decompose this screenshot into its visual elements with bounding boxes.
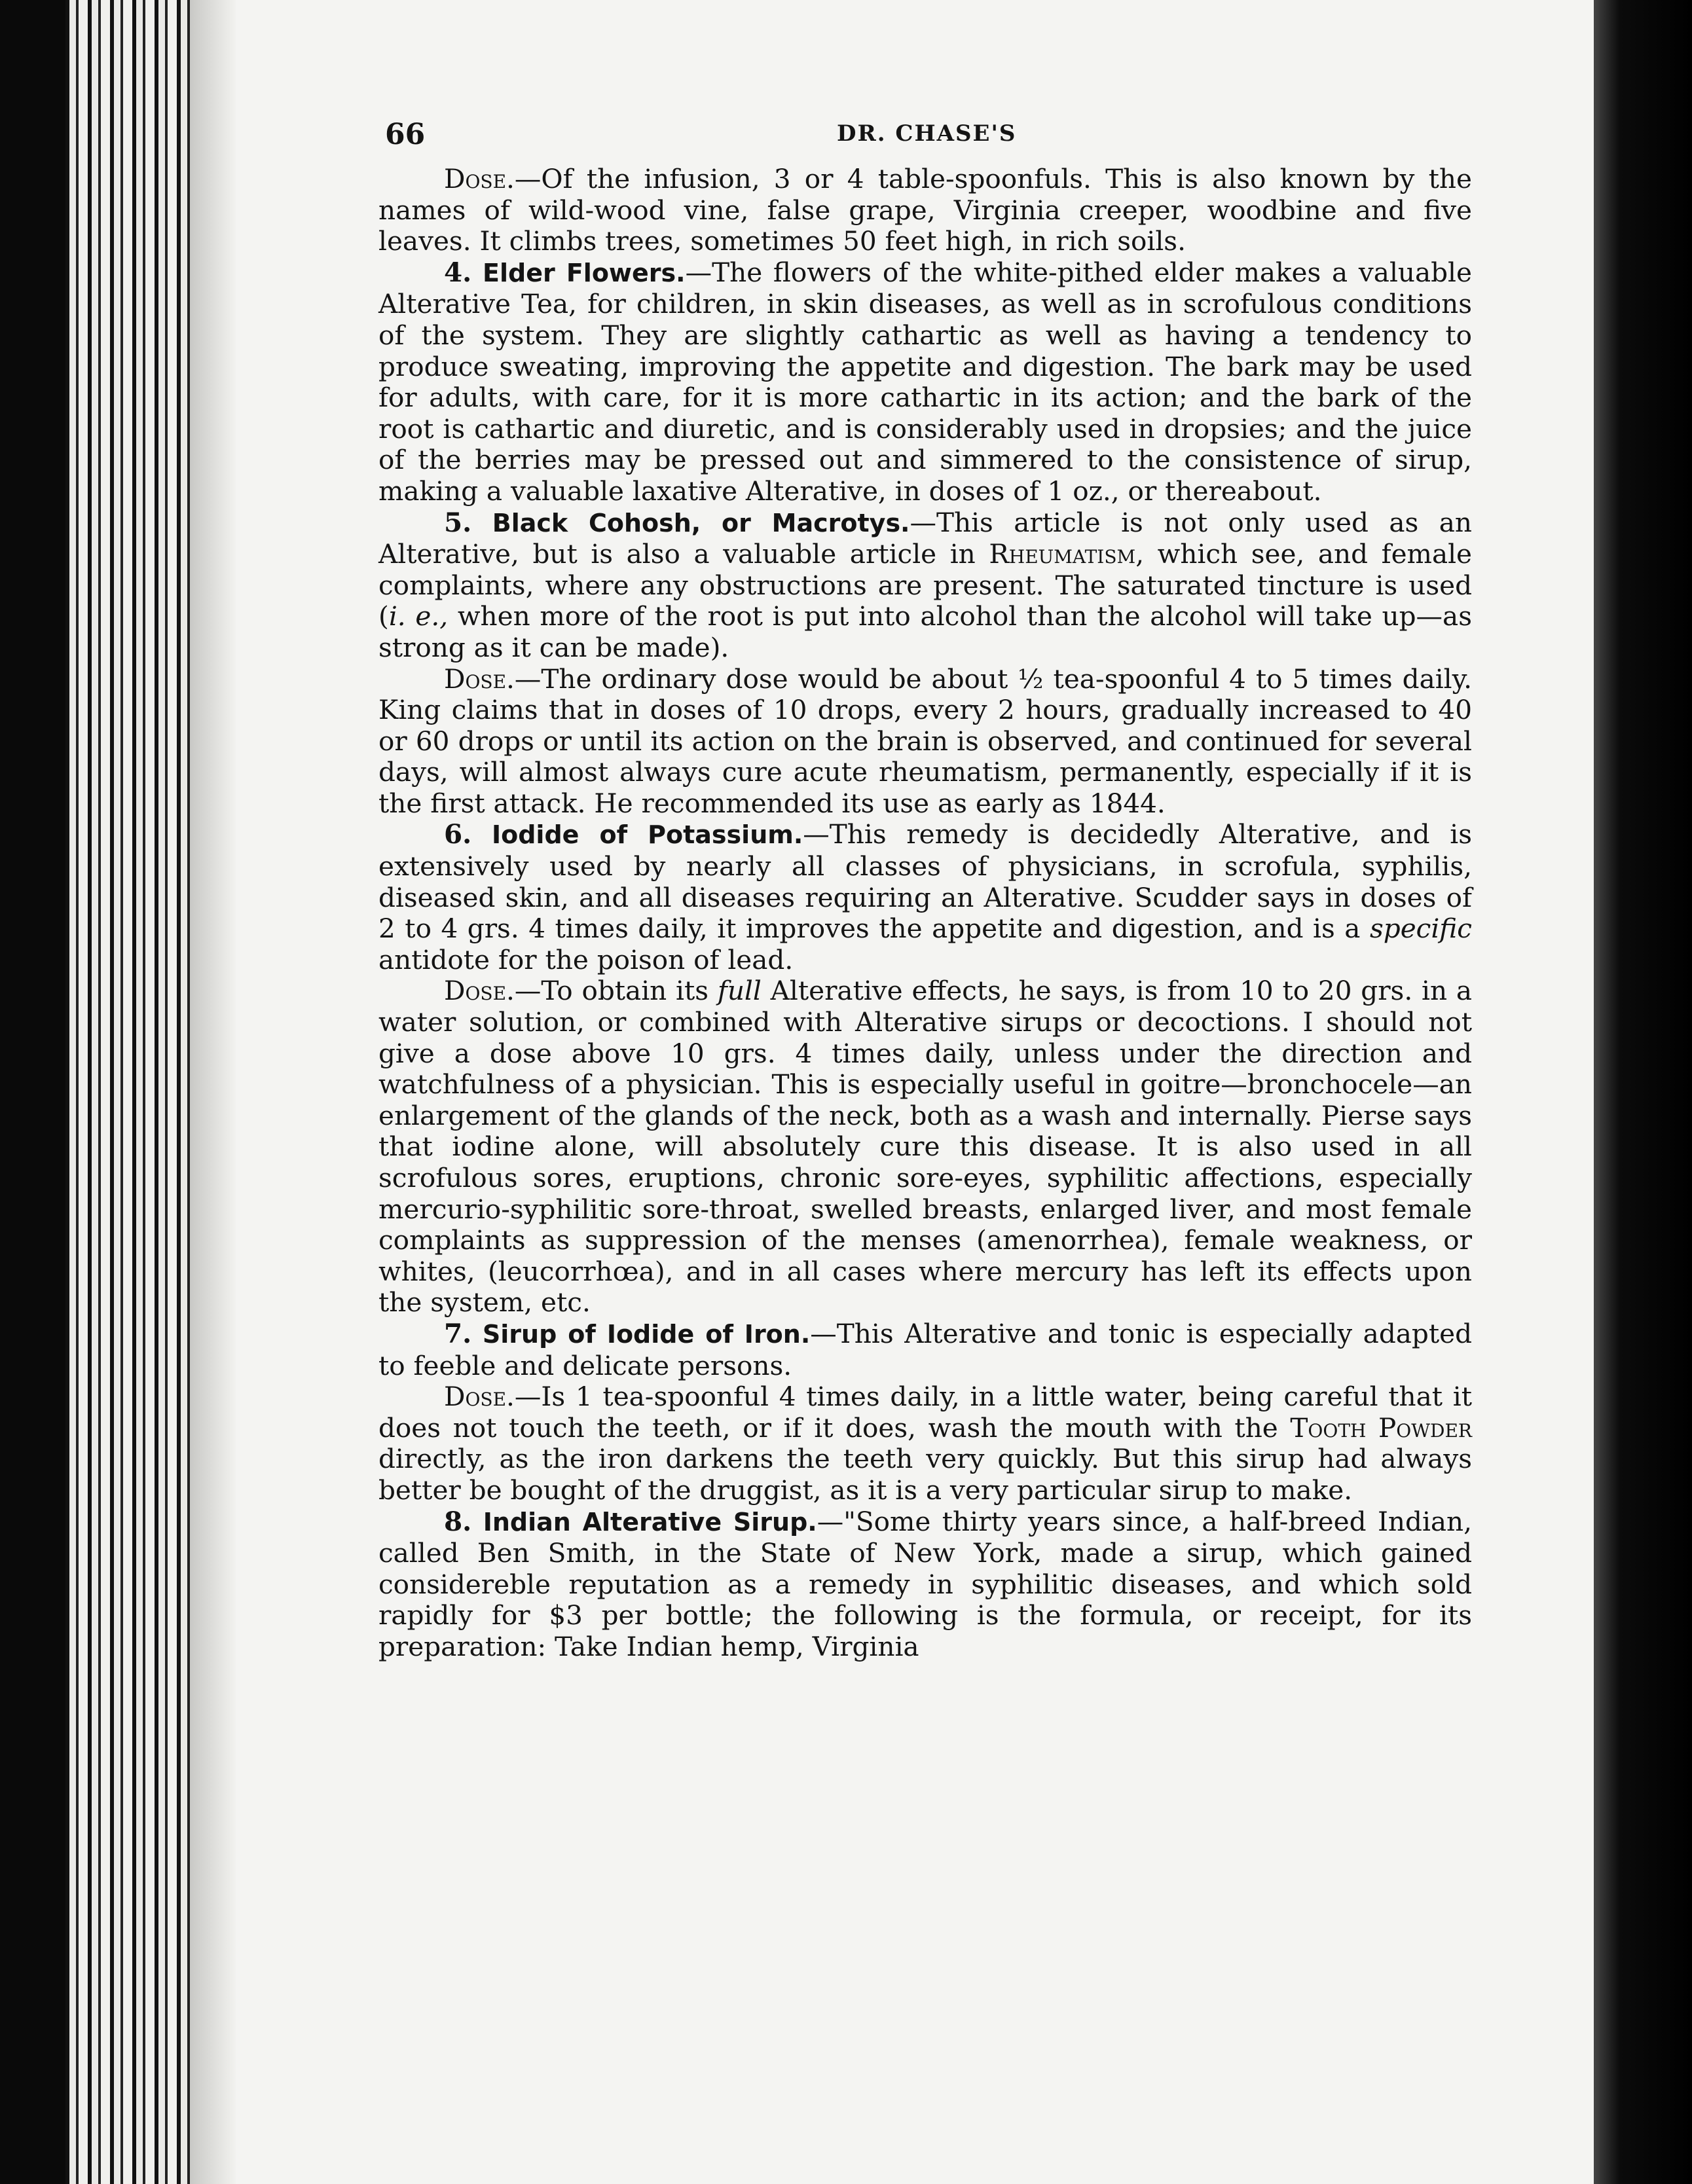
item-heading: Indian Alterative Sirup. xyxy=(483,1507,817,1537)
paragraph-dose-iron xyxy=(378,1381,1472,1506)
italic-word: i. e., xyxy=(388,600,449,632)
gutter-shadow xyxy=(190,0,236,2184)
paragraph-text: when more of the root is put into alcohol than the alcohol will take up—as strong as it can be made). xyxy=(378,600,1472,663)
small-caps-word: Tooth Powder xyxy=(1290,1411,1472,1444)
dose-label: Dose. xyxy=(444,1381,515,1413)
italic-word: specific xyxy=(1369,913,1472,945)
paragraph-text: —The flowers of the white-pithed elder makes a valuable Alterative Tea, for children, in skin diseases, as well as in scrofulous conditions of the system. They are slightly cathartic as well as having a tendency to produce sweating, improving the appetite and digestion. The bark may be used for adults, with care, for it is more cathartic in its action; and the bark of the root is cathartic and diuretic, and is considerably used in dropsies; and the juice of the berries may be pressed out and simmered to the consistence of sirup, making a valuable laxative Alterative, in doses of 1 oz., or thereabout. xyxy=(378,256,1472,507)
page-number: 66 xyxy=(385,118,426,151)
page-header xyxy=(378,118,1472,164)
small-caps-word: Rheumatism xyxy=(989,538,1136,570)
book-binding-shadow xyxy=(0,0,72,2184)
item-heading: Elder Flowers. xyxy=(483,258,686,287)
dose-label: Dose. xyxy=(444,663,515,695)
paragraph-text: —Is 1 tea-spoonful 4 times daily, in a little water, being careful that it does not touch the teeth, or if it does, wash the mouth with the xyxy=(378,1381,1472,1444)
right-dark-border xyxy=(1594,0,1692,2184)
paragraph-text: —Of the infusion, 3 or 4 table-spoonfuls. This is also known by the names of wild-wood vine, false grape, Virginia creeper, woodbine and five leaves. It climbs trees, sometimes 50 feet high, in rich soils. xyxy=(378,163,1472,257)
paragraph-text: —To obtain its xyxy=(514,975,718,1007)
dose-label: Dose. xyxy=(444,163,515,194)
item-number: 6. xyxy=(444,818,472,850)
paragraph-text: —This Alterative and tonic is especially adapted to feeble and delicate persons. xyxy=(378,1317,1472,1381)
item-heading: Sirup of Iodide of Iron. xyxy=(482,1319,811,1349)
italic-word: full xyxy=(717,975,762,1007)
item-number: 8. xyxy=(444,1505,472,1537)
paragraph-indian-alterative-sirup xyxy=(378,1506,1472,1663)
paragraph-text: Alterative effects, he says, is from 10 to 20 grs. in a water solution, or combined with Alterative sirups or decoctions. I should not give a dose above 10 grs. 4 times daily, unless under the direction and watchfulness of a physician. This is especially useful in goitre—bronchocele—an enlargement of the glands of the neck, both as a wash and internally. Pierse says that iodine alone, will absolutely cure this disease. It is also used in all scrofulous sores, eruptions, chronic sore-eyes, syphilitic affections, especially mercurio-syphilitic sore-throat, swelled breasts, enlarged liver, and most female complaints as suppression of the menses (amenorrhea), female weakness, or whites, (leucorrhœa), and in all cases where mercury has left its effects upon the system, etc. xyxy=(378,975,1472,1319)
paragraph-elder-flowers xyxy=(378,257,1472,507)
paragraph-text: —This remedy is decidedly Alterative, and is extensively used by nearly all classes of physicians, in scrofula, syphilis, diseased skin, and all diseases requiring an Alterative. Scudder says in doses of 2 to 4 grs. 4 times daily, it improves the appetite and digestion, and is a xyxy=(378,818,1472,945)
item-number: 5. xyxy=(444,506,472,538)
paragraph-black-cohosh xyxy=(378,507,1472,664)
paragraph-dose-infusion xyxy=(378,164,1472,257)
book-page xyxy=(378,118,1472,1663)
paragraph-sirup-iodide-iron xyxy=(378,1319,1472,1381)
page-stack-edges xyxy=(65,0,190,2184)
paragraph-text: directly, as the iron darkens the teeth very quickly. But this sirup had always better be bought of the druggist, as it is a very particular sirup to make. xyxy=(378,1443,1472,1506)
paragraph-text: —"Some thirty years since, a half-breed Indian, called Ben Smith, in the State of New York, made a sirup, which gained considereble reputation as a remedy in syphilitic diseases, and which sold rapidly for $3 per bottle; the following is the formula, or receipt, for its preparation: Take Indian hemp, Virginia xyxy=(378,1505,1473,1662)
paragraph-text: , which see, and female complaints, where any obstructions are present. The saturated tincture is used ( xyxy=(378,538,1473,632)
paragraph-dose-cohosh xyxy=(378,664,1472,820)
running-head: DR. CHASE'S xyxy=(837,120,1017,147)
paragraph-iodide-potassium xyxy=(378,819,1472,975)
paragraph-dose-potassium xyxy=(378,975,1472,1319)
item-heading: Iodide of Potassium. xyxy=(491,820,803,850)
paragraph-text: antidote for the poison of lead. xyxy=(378,943,794,975)
item-number: 7. xyxy=(444,1317,472,1349)
body-text xyxy=(378,164,1472,1663)
paragraph-text: —This article is not only used as an Alterative, but is also a valuable article in xyxy=(378,506,1472,570)
item-heading: Black Cohosh, or Macrotys. xyxy=(492,508,910,537)
dose-label: Dose. xyxy=(444,975,515,1007)
paragraph-text: —The ordinary dose would be about ½ tea-spoonful 4 to 5 times daily. King claims that in doses of 10 drops, every 2 hours, gradually increased to 40 or 60 drops or until its action on the brain is observed, and continued for several days, will almost always cure acute rheumatism, permanently, especially if it is the first attack. He recommended its use as early as 1844. xyxy=(378,663,1472,819)
item-number: 4. xyxy=(444,256,472,288)
